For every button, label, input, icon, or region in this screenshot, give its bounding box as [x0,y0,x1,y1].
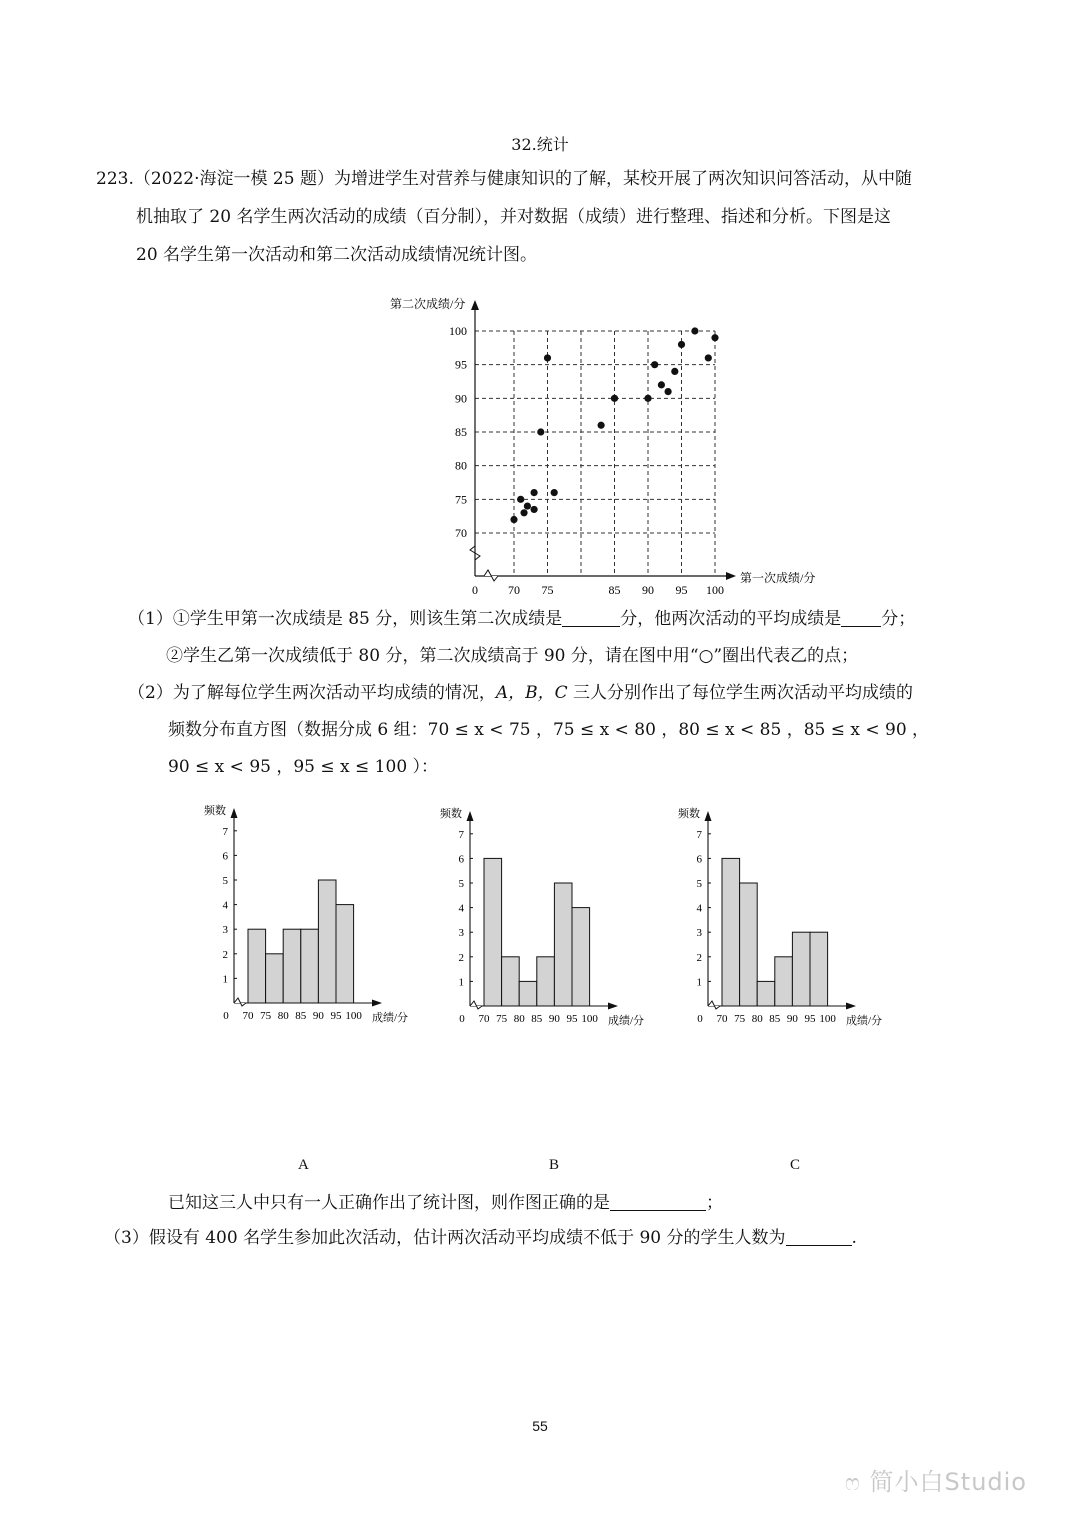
scatter-labels [390,296,815,597]
answer-blank-2[interactable] [610,1193,706,1211]
scatter-point [510,516,517,523]
known-end: ； [706,1193,723,1213]
hist-y-title: 频数 [678,808,700,820]
x-tick-label: 85 [608,583,621,597]
y-tick-label: 75 [455,492,467,507]
q3-text: （3）假设有 400 名学生参加此次活动，估计两次活动平均成绩不低于 90 分的学生人数为 [104,1228,786,1248]
hist-x-arrow [608,1003,618,1010]
scatter-point [691,327,698,334]
hist-x-tick-label: 80 [513,1013,525,1025]
q3-end: . [851,1228,857,1248]
hist-x-title: 成绩/分 [608,1015,645,1027]
scatter-point [665,388,672,395]
hist-y-tick-label: 5 [458,878,464,890]
x-tick-label: 100 [706,583,724,597]
section-title: 32.统计 [511,135,569,154]
hist-y-tick-label: 6 [222,850,228,863]
hist-x-tick-label: 75 [260,1010,272,1022]
scatter-point [678,341,685,348]
hist-x-tick-label: 100 [345,1010,362,1022]
hist-x-arrow [372,1000,382,1007]
hist-y-tick-label: 7 [458,828,464,841]
label-a: A [298,1157,309,1173]
hist-bar [572,908,590,1006]
q1-line-2 [128,638,988,675]
hist-y-tick-label: 3 [222,924,228,937]
hist-bar [248,929,266,1003]
origin-label: 0 [472,583,478,597]
stem-line-2 [96,198,996,236]
histogram-a [196,800,426,1030]
hist-bar [336,905,354,1003]
q2-text-pre: （2）为了解每位学生两次活动平均成绩的情况， [128,683,496,703]
scatter-point [598,422,605,429]
hist-y-arrow [231,808,238,818]
hist-x-tick-label: 75 [734,1013,746,1025]
scatter-point [644,395,651,402]
hist-x-break [708,1001,720,1009]
problem-source: （2022·海淀一模 25 题） [133,169,334,189]
histogram-b [432,803,662,1033]
hist-bar [519,981,537,1006]
hist-x-tick-label: 70 [478,1013,490,1025]
hist-bar [502,957,520,1006]
hist-bar [740,883,758,1006]
q2-line-1 [128,675,988,712]
hist-y-tick-label: 5 [222,875,228,887]
q2-groups-2: 90 ≤ x < 95 ，95 ≤ x ≤ 100 ）： [168,757,439,777]
hist-y-tick-label: 4 [222,899,228,912]
hist-bar [722,858,740,1006]
hist-x-tick-label: 85 [769,1013,781,1025]
scatter-point [705,354,712,361]
q1-text-b: 分，他两次活动的平均成绩是 [620,609,842,629]
scatter-point [517,496,524,503]
q1-text-c: 分； [881,609,916,629]
hist-x-tick-label: 90 [312,1010,324,1022]
hist-x-tick-label: 95 [804,1013,816,1025]
hist-x-tick-label: 75 [496,1013,508,1025]
hist-y-tick-label: 2 [696,951,702,964]
x-tick-label: 95 [675,583,688,597]
q1-blank-2[interactable] [841,609,881,627]
question-3 [104,1220,964,1257]
x-axis-title: 第一次成绩/分 [740,571,816,585]
scatter-point [520,509,527,516]
hist-y-tick-label: 1 [458,976,464,989]
hist-x-tick-label: 100 [819,1013,836,1025]
hist-origin-label: 0 [697,1013,703,1025]
hist-x-tick-label: 100 [581,1013,598,1025]
answer-blank-3[interactable] [786,1228,852,1246]
scatter-point [531,489,538,496]
scatter-point [524,502,531,509]
wechat-icon: ෆ [845,1471,861,1496]
hist-y-title: 频数 [440,808,462,820]
hist-x-title: 成绩/分 [372,1012,409,1024]
x-axis-arrow [726,572,736,580]
q1-blank-1[interactable] [562,609,620,627]
hist-bar [301,929,319,1003]
question-1 [128,601,988,786]
hist-y-tick-label: 2 [222,948,228,961]
stem-text-2: 机抽取了 20 名学生两次活动的成绩（百分制），并对数据（成绩）进行整理、指述和分析。下图是这 [136,207,891,227]
y-tick-label: 70 [455,526,467,540]
hist-y-tick-label: 5 [696,878,702,890]
q2-abc: A，B，C [495,683,568,703]
hist-bar [318,880,336,1003]
hist-x-tick-label: 95 [330,1010,342,1022]
hist-x-tick-label: 85 [295,1010,307,1022]
scatter-point [671,368,678,375]
hist-y-tick-label: 4 [458,902,464,915]
scatter-point [711,334,718,341]
hist-y-tick-label: 6 [458,853,464,866]
q1-text-a: （1）①学生甲第一次成绩是 85 分，则该生第二次成绩是 [128,609,563,629]
hist-y-tick-label: 2 [458,951,464,964]
scatter-point [658,381,665,388]
hist-x-title: 成绩/分 [846,1015,883,1027]
hist-bar [810,932,828,1006]
y-axis-arrow [471,300,479,310]
x-tick-label: 75 [541,583,554,597]
page-number: 55 [532,1418,548,1434]
hist-y-tick-label: 7 [222,825,228,838]
stem-text-1: 为增进学生对营养与健康知识的了解，某校开展了两次知识问答活动，从中随 [333,169,912,189]
y-tick-label: 80 [455,458,467,473]
hist-origin-label: 0 [223,1010,229,1022]
watermark [845,1462,1027,1497]
hist-bar [775,957,793,1006]
q2-line-2 [128,712,988,749]
hist-bar [266,954,284,1003]
hist-y-arrow [705,811,712,821]
hist-bar [792,932,810,1006]
x-tick-label: 70 [508,583,520,597]
q1-part-2: ②学生乙第一次成绩低于 80 分，第二次成绩高于 90 分，请在图中用“○”圈出代表乙的点； [166,646,859,666]
q1-line-1 [128,601,988,638]
hist-x-tick-label: 90 [548,1013,560,1025]
scatter-chart [380,288,850,598]
stem-line-3 [96,236,996,274]
q2-line-3 [128,749,988,786]
problem-number: 223. [96,169,134,189]
hist-bar [484,858,502,1006]
hist-y-tick-label: 3 [696,927,702,940]
hist-x-tick-label: 85 [531,1013,543,1025]
hist-x-tick-label: 80 [751,1013,763,1025]
hist-y-tick-label: 6 [696,853,702,866]
label-b: B [549,1157,560,1173]
histogram-c [670,803,900,1033]
scatter-point [611,395,618,402]
hist-x-break [470,1001,482,1009]
q2-text-post: 三人分别作出了每位学生两次活动平均成绩的 [567,683,914,703]
hist-y-arrow [467,811,474,821]
scatter-point [544,354,551,361]
y-tick-label: 90 [455,391,467,406]
scatter-point [531,506,538,513]
scatter-point [651,361,658,368]
hist-x-break [234,998,246,1006]
label-c: C [790,1157,801,1173]
known-statement [168,1185,1028,1222]
x-tick-label: 90 [642,583,654,597]
hist-bar [757,981,775,1006]
hist-x-tick-label: 70 [716,1013,728,1025]
y-axis-title: 第二次成绩/分 [390,297,466,311]
hist-x-tick-label: 95 [566,1013,578,1025]
hist-x-arrow [846,1003,856,1010]
hist-bar [537,957,555,1006]
hist-y-tick-label: 1 [696,976,702,989]
y-tick-label: 100 [449,324,467,338]
hist-y-tick-label: 4 [696,902,702,915]
scatter-point [551,489,558,496]
hist-bar [554,883,572,1006]
hist-y-tick-label: 7 [696,828,702,841]
q2-groups-1: 频数分布直方图（数据分成 6 组：70 ≤ x < 75 ，75 ≤ x < 80 ，80 ≤ x < 85 ，85 ≤ x < 90 ， [168,720,930,740]
hist-bar [283,929,301,1003]
known-text: 已知这三人中只有一人正确作出了统计图，则作图正确的是 [168,1193,610,1213]
y-tick-label: 85 [455,425,467,439]
stem-text-3: 20 名学生第一次活动和第二次活动成绩情况统计图。 [136,245,538,265]
scatter-point [537,428,544,435]
hist-origin-label: 0 [459,1013,465,1025]
stem-line-1 [96,160,996,198]
y-tick-label: 95 [455,357,467,372]
hist-x-tick-label: 80 [277,1010,289,1022]
hist-y-tick-label: 1 [222,973,228,986]
hist-x-tick-label: 90 [786,1013,798,1025]
hist-x-tick-label: 70 [242,1010,254,1022]
hist-y-title: 频数 [204,805,226,817]
scatter-axes [470,300,736,581]
hist-y-tick-label: 3 [458,927,464,940]
scatter-grid [475,331,715,576]
problem-stem [96,160,996,274]
watermark-text: 简小白Studio [869,1468,1027,1496]
